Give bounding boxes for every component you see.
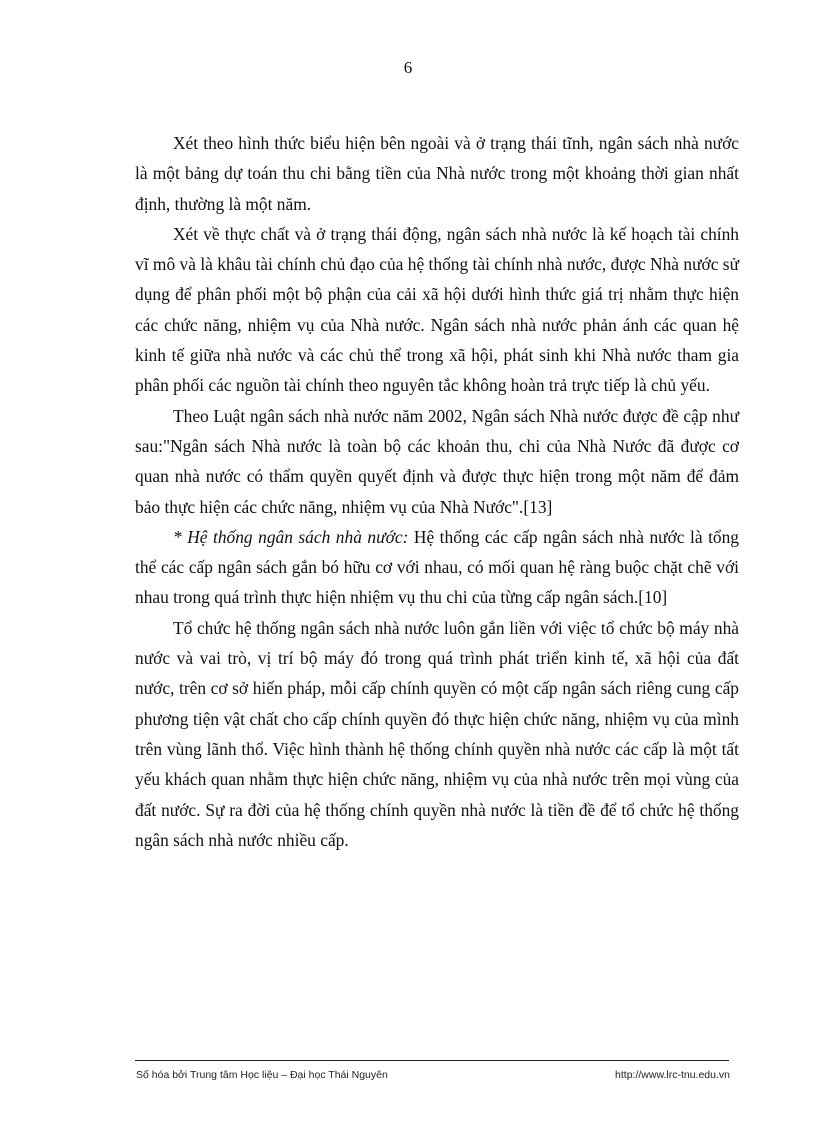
footer-source: Số hóa bởi Trung tâm Học liệu – Đại học Thái Nguyên (136, 1069, 388, 1081)
paragraph (135, 128, 739, 219)
paragraph (135, 401, 739, 522)
paragraph (135, 613, 739, 855)
paragraph-text: Xét theo hình thức biểu hiện bên ngoài và ở trạng thái tĩnh, ngân sách nhà nước là một bảng dự toán thu chi bằng tiền của Nhà nước trong một khoảng thời gian nhất định, thường là một năm. (135, 133, 739, 214)
paragraph (135, 522, 739, 613)
paragraph-text: Hệ thống các cấp ngân sách nhà nước là tổng thể các cấp ngân sách gắn bó hữu cơ với nhau, có mối quan hệ ràng buộc chặt chẽ với nhau trong quá trình thực hiện nhiệm vụ thu chi của từng cấp ngân sách.[10] (135, 526, 739, 608)
paragraph (135, 219, 739, 401)
footer-url: http://www.lrc-tnu.edu.vn (615, 1069, 730, 1081)
document-body (135, 128, 739, 855)
paragraph-text: Xét về thực chất và ở trạng thái động, ngân sách nhà nước là kế hoạch tài chính vĩ mô và là khâu tài chính chủ đạo của hệ thống tài chính nhà nước, được Nhà nước sử dụng để phân phối một bộ phận của cải xã hội dưới hình thức giá trị nhằm thực hiện các chức năng, nhiệm vụ của Nhà nước. Ngân sách nhà nước phản ánh các quan hệ kinh tế giữa nhà nước và các chủ thể trong xã hội, phát sinh khi Nhà nước tham gia phân phối các nguồn tài chính theo nguyên tắc không hoàn trả trực tiếp là chủ yếu. (135, 223, 739, 396)
page-number: 6 (403, 58, 413, 77)
footer-divider (135, 1060, 729, 1061)
paragraph-lead-heading: * Hệ thống ngân sách nhà nước: (173, 526, 409, 547)
paragraph-text: Theo Luật ngân sách nhà nước năm 2002, Ngân sách Nhà nước được đề cập như sau:"Ngân sách Nhà nước là toàn bộ các khoản thu, chi của Nhà Nước đã được cơ quan nhà nước có thẩm quyền quyết định và được thực hiện trong một năm để đảm bảo thực hiện các chức năng, nhiệm vụ của Nhà Nước".[13] (135, 405, 739, 517)
paragraph-text: Tổ chức hệ thống ngân sách nhà nước luôn gắn liền với việc tổ chức bộ máy nhà nước và vai trò, vị trí bộ máy đó trong quá trình phát triển kinh tế, xã hội của đất nước, trên cơ sở hiến pháp, mỗi cấp chính quyền có một cấp ngân sách riêng cung cấp phương tiện vật chất cho cấp chính quyền đó thực hiện chức năng, nhiệm vụ của mình trên vùng lãnh thổ. Việc hình thành hệ thống chính quyền nhà nước các cấp là một tất yếu khách quan nhằm thực hiện chức năng, nhiệm vụ của nhà nước trên mọi vùng của đất nước. Sự ra đời của hệ thống chính quyền nhà nước là tiền đề để tổ chức hệ thống ngân sách nhà nước nhiều cấp. (135, 617, 739, 850)
